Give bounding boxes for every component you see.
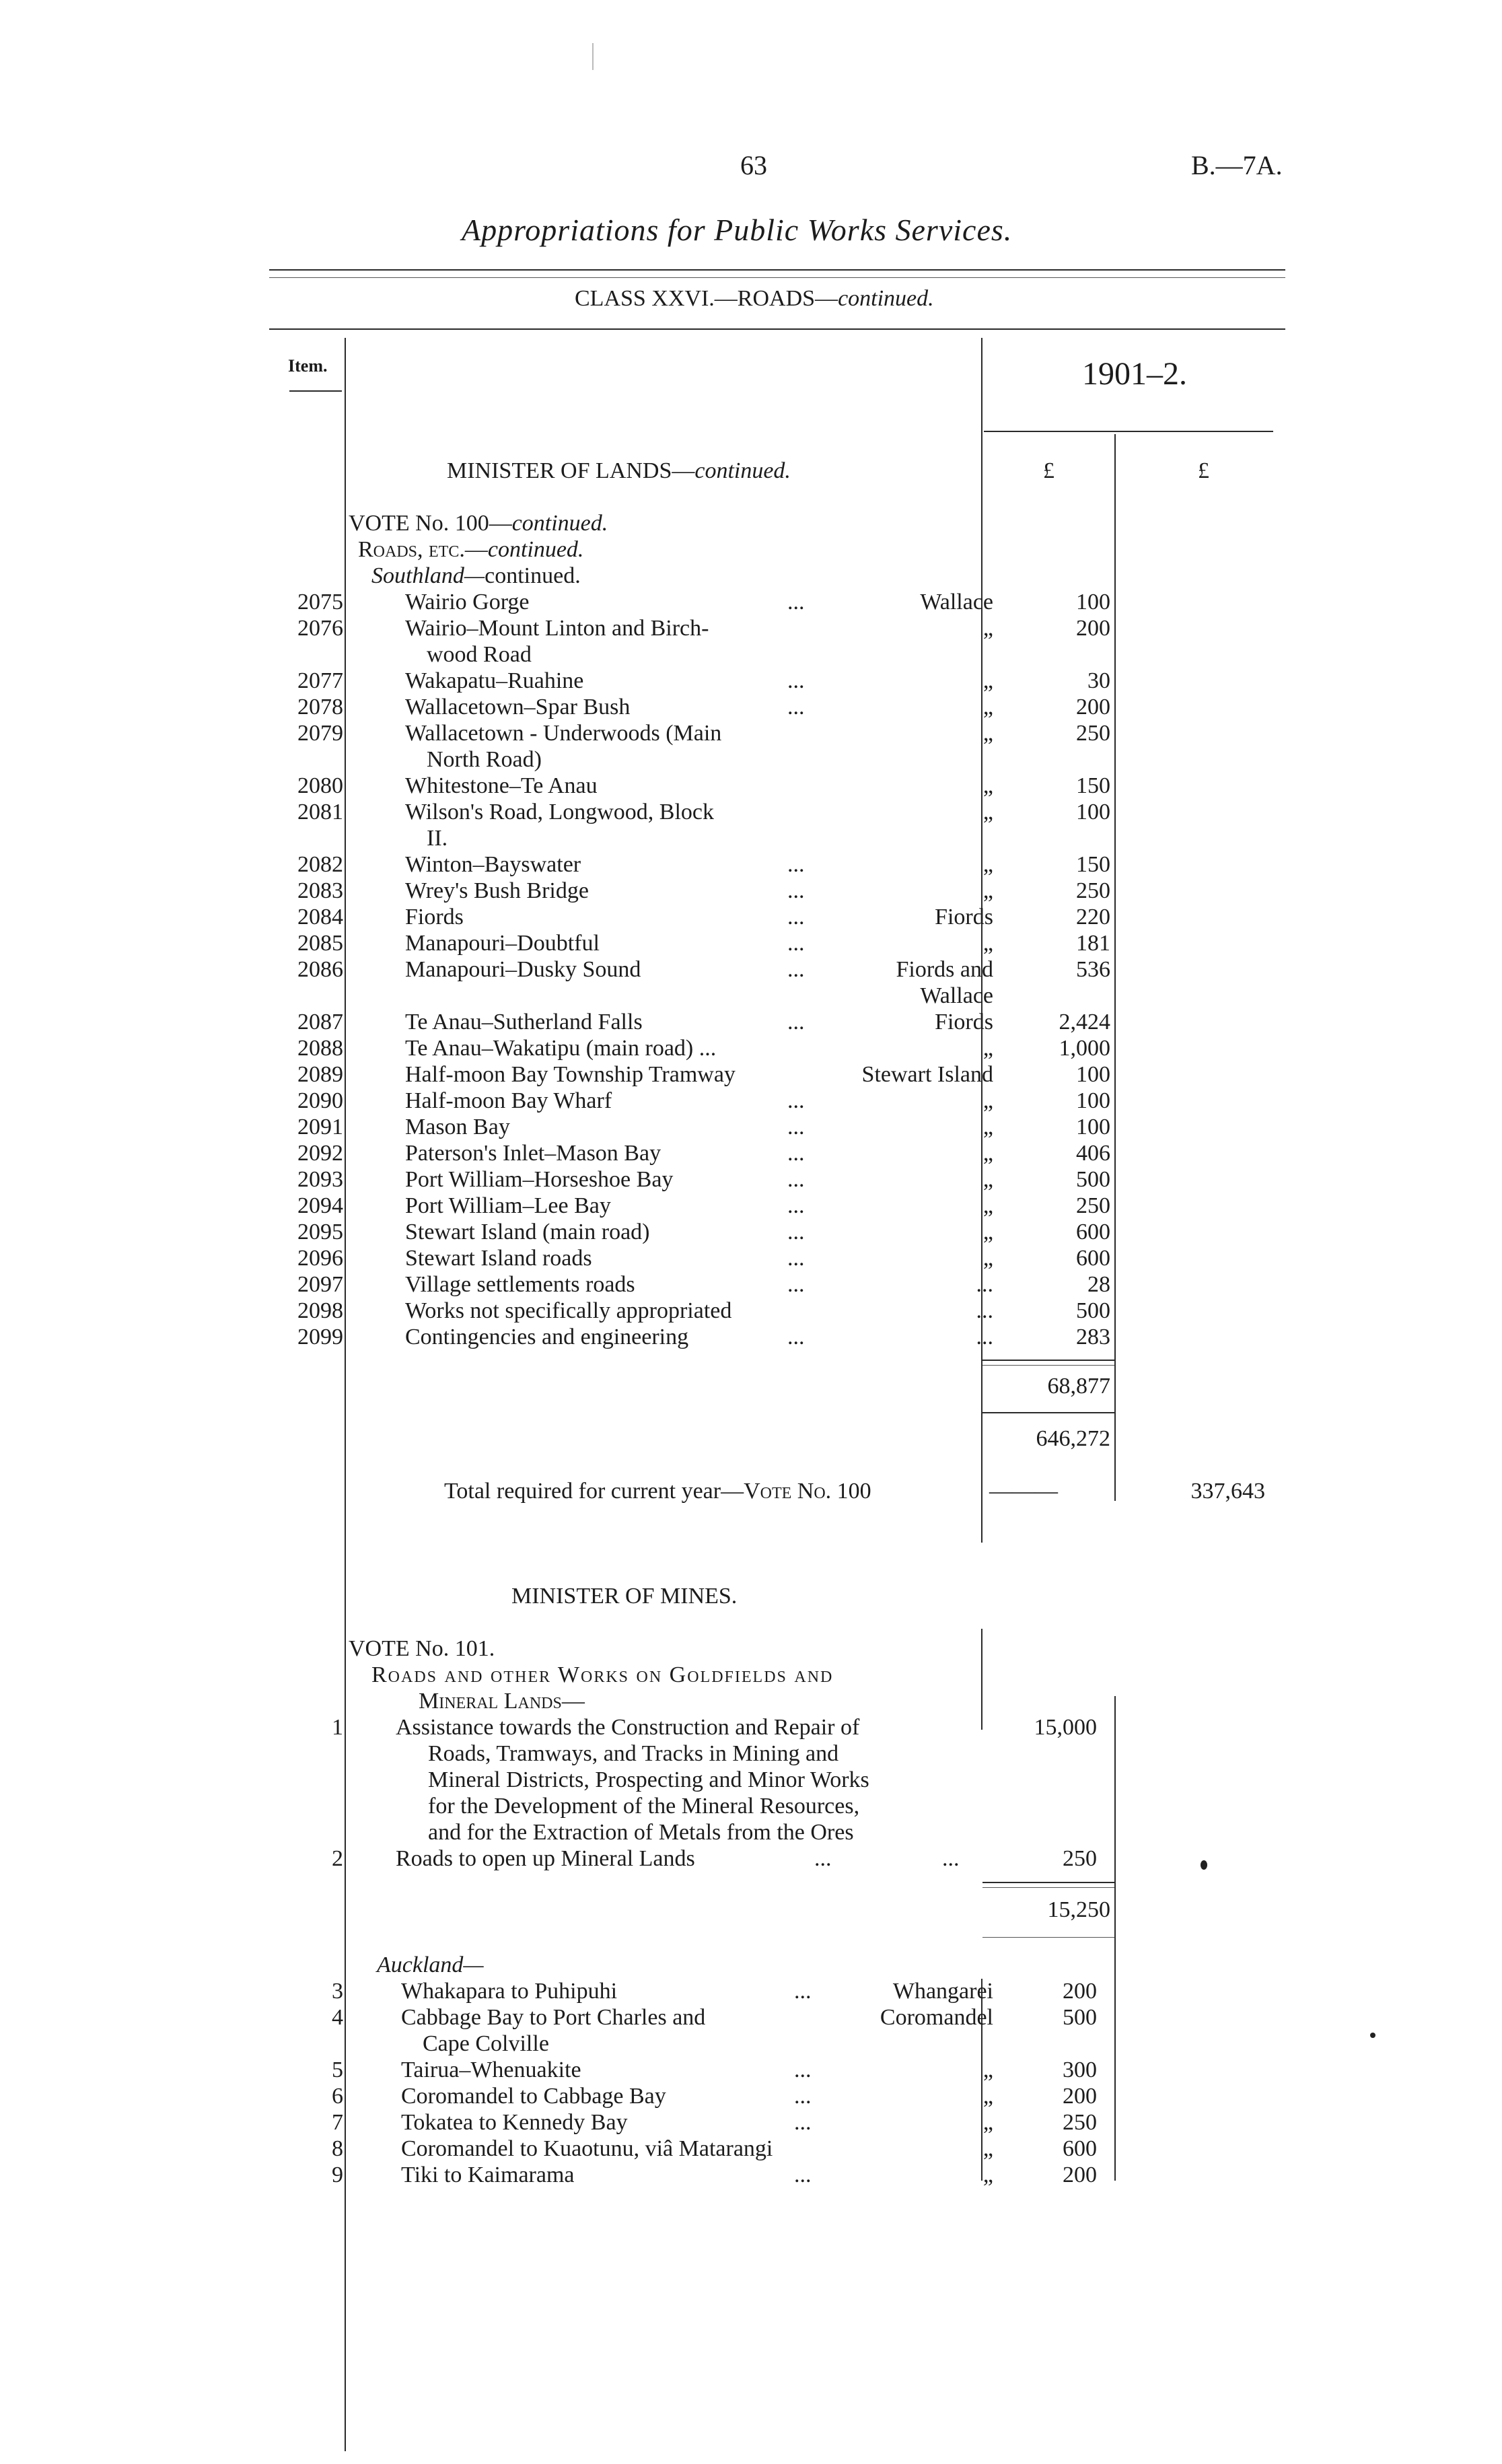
table-row — [0, 2057, 1502, 2083]
table-row — [0, 1009, 1502, 1035]
southland-item-district: ... — [976, 1272, 993, 1297]
rule-top-2 — [269, 277, 1285, 278]
southland-item-number: 2076 — [297, 616, 343, 641]
southland-heading — [371, 563, 581, 589]
total-required-value: 337,643 — [1190, 1479, 1265, 1504]
southland-item-dots: ... — [787, 852, 805, 877]
auckland-item-district: Whangarei — [892, 1979, 993, 2004]
southland-item-dots: ... — [787, 1167, 805, 1192]
auckland-item-number: 6 — [332, 2084, 343, 2109]
total-required-label — [444, 1478, 871, 1504]
auckland-item-amount: 600 — [1063, 2136, 1097, 2161]
auckland-item-description: Coromandel to Kuaotunu, viâ Matarangi — [401, 2136, 773, 2161]
southland-item-district: „ — [982, 852, 993, 877]
auckland-item-district: „ — [982, 2057, 993, 2082]
vote-total-rule — [982, 1412, 1114, 1413]
auckland-item-number: 7 — [332, 2110, 343, 2135]
auckland-item-number: 8 — [332, 2136, 343, 2161]
mines-item-1-description-line: Assistance towards the Construction and Repair of — [396, 1715, 860, 1740]
table-row — [0, 615, 1502, 641]
goldfields-heading-line1: Roads and other Works on Goldfields and — [371, 1662, 834, 1687]
southland-item-district: Stewart Island — [861, 1062, 993, 1087]
southland-item-dots: ... — [787, 1115, 805, 1139]
mines-item-2-dots-2: ... — [942, 1846, 960, 1871]
table-row — [0, 1978, 1502, 2004]
southland-item-description: Wakapatu–Ruahine — [405, 668, 584, 693]
table-row — [0, 720, 1502, 746]
southland-text: Southland— — [371, 563, 485, 588]
mines-subtotal: 15,250 — [1047, 1897, 1110, 1922]
southland-item-description-continued: II. — [427, 826, 448, 851]
table-row — [0, 1114, 1502, 1140]
table-row — [0, 2004, 1502, 2031]
southland-item-amount: 2,424 — [1059, 1010, 1110, 1034]
southland-item-description: Wairio Gorge — [405, 590, 530, 614]
auckland-item-district: Coromandel — [880, 2005, 993, 2030]
southland-item-description: Port William–Horseshoe Bay — [405, 1167, 674, 1192]
southland-item-number: 2090 — [297, 1088, 343, 1113]
auckland-item-dots: ... — [794, 2057, 812, 2082]
southland-item-description: Stewart Island roads — [405, 1246, 592, 1271]
southland-continued: continued. — [485, 563, 581, 588]
table-row-continuation — [0, 641, 1502, 668]
southland-item-number: 2098 — [297, 1298, 343, 1323]
mines-item-1-description-line: for the Development of the Mineral Resources, — [428, 1794, 860, 1819]
table-row — [0, 2162, 1502, 2188]
southland-item-number: 2075 — [297, 590, 343, 614]
southland-item-description: Te Anau–Wakatipu (main road) ... — [405, 1036, 717, 1061]
southland-item-description: Wrey's Bush Bridge — [405, 878, 589, 903]
southland-item-dots: ... — [787, 1220, 805, 1244]
southland-item-amount: 100 — [1076, 1115, 1110, 1139]
mines-item-2-dots-1: ... — [814, 1846, 832, 1871]
table-row — [0, 851, 1502, 878]
southland-item-district: „ — [982, 931, 993, 956]
southland-item-dots: ... — [787, 957, 805, 982]
southland-item-district: Wallace — [920, 590, 993, 614]
southland-item-dots: ... — [787, 1141, 805, 1166]
southland-item-description: Contingencies and engineering — [405, 1325, 689, 1349]
southland-item-number: 2094 — [297, 1193, 343, 1218]
year-rule — [984, 431, 1273, 432]
southland-item-amount: 28 — [1087, 1272, 1110, 1297]
auckland-item-amount: 500 — [1063, 2005, 1097, 2030]
southland-item-district: „ — [982, 1193, 993, 1218]
southland-item-amount: 250 — [1076, 721, 1110, 746]
southland-item-number: 2086 — [297, 957, 343, 982]
southland-item-number: 2095 — [297, 1220, 343, 1244]
southland-subtotal: 68,877 — [1047, 1374, 1110, 1399]
southland-item-description: Whitestone–Te Anau — [405, 773, 598, 798]
southland-item-number: 2088 — [297, 1036, 343, 1061]
table-row — [0, 956, 1502, 983]
margin-speck — [1201, 1860, 1207, 1870]
vote-100-grand-figure: 646,272 — [1036, 1426, 1110, 1451]
southland-item-district-continued: Wallace — [920, 983, 993, 1008]
southland-item-amount: 250 — [1076, 1193, 1110, 1218]
vote-100-text: VOTE No. 100— — [349, 511, 512, 536]
southland-item-district: „ — [982, 616, 993, 641]
table-row — [0, 1035, 1502, 1061]
roads-heading — [358, 536, 583, 563]
southland-item-district: „ — [982, 1220, 993, 1244]
southland-item-number: 2091 — [297, 1115, 343, 1139]
auckland-item-number: 3 — [332, 1979, 343, 2004]
southland-item-district: „ — [982, 668, 993, 693]
southland-item-number: 2082 — [297, 852, 343, 877]
southland-item-description: Wilson's Road, Longwood, Block — [405, 800, 715, 824]
mines-item-1-description-line: Mineral Districts, Prospecting and Minor Works — [428, 1767, 869, 1792]
mines-item-1-number: 1 — [332, 1715, 343, 1740]
southland-item-description: Te Anau–Sutherland Falls — [405, 1010, 643, 1034]
southland-item-district: „ — [982, 695, 993, 719]
southland-item-district: „ — [982, 1246, 993, 1271]
southland-item-amount: 536 — [1076, 957, 1110, 982]
class-title — [575, 285, 934, 312]
auckland-item-description: Tairua–Whenuakite — [401, 2057, 581, 2082]
table-row-continuation — [0, 825, 1502, 851]
southland-item-description: Village settlements roads — [405, 1272, 635, 1297]
mines-subtotal-underline — [982, 1937, 1114, 1938]
southland-item-dots: ... — [787, 1010, 805, 1034]
southland-item-district: „ — [982, 1115, 993, 1139]
southland-item-number: 2089 — [297, 1062, 343, 1087]
table-row — [0, 773, 1502, 799]
southland-item-number: 2083 — [297, 878, 343, 903]
mines-subtotal-rule — [982, 1882, 1114, 1883]
southland-item-number: 2077 — [297, 668, 343, 693]
southland-item-amount: 100 — [1076, 1088, 1110, 1113]
southland-item-amount: 600 — [1076, 1246, 1110, 1271]
subtotal-rule-top — [982, 1360, 1114, 1361]
table-row — [0, 1245, 1502, 1271]
auckland-item-district: „ — [982, 2136, 993, 2161]
southland-item-district: „ — [982, 1088, 993, 1113]
southland-item-dots: ... — [787, 1193, 805, 1218]
southland-item-description: Winton–Bayswater — [405, 852, 581, 877]
southland-item-description: Port William–Lee Bay — [405, 1193, 611, 1218]
southland-item-dots: ... — [787, 878, 805, 903]
roads-text: Roads, etc.— — [358, 537, 488, 562]
page-title: Appropriations for Public Works Services. — [462, 213, 1013, 247]
table-row — [0, 2136, 1502, 2162]
southland-item-number: 2085 — [297, 931, 343, 956]
southland-item-amount: 406 — [1076, 1141, 1110, 1166]
southland-item-district: „ — [982, 800, 993, 824]
table-row — [0, 1193, 1502, 1219]
mines-item-2-description: Roads to open up Mineral Lands — [396, 1846, 695, 1871]
table-row — [0, 799, 1502, 825]
class-title-continued: continued. — [838, 286, 934, 311]
table-row — [0, 904, 1502, 930]
district-column-rule-lower — [981, 1629, 982, 1730]
auckland-item-amount: 200 — [1063, 2162, 1097, 2187]
total-dash: ——— — [989, 1479, 1058, 1504]
table-row-continuation — [0, 746, 1502, 773]
auckland-item-dots: ... — [794, 2162, 812, 2187]
southland-item-description: Wallacetown - Underwoods (Main — [405, 721, 722, 746]
year-heading: 1901–2. — [1082, 356, 1187, 392]
southland-item-amount: 150 — [1076, 773, 1110, 798]
southland-item-dots: ... — [787, 590, 805, 614]
southland-item-description: Paterson's Inlet–Mason Bay — [405, 1141, 661, 1166]
total-required-text: Total required for current year— — [444, 1479, 744, 1504]
auckland-item-district: „ — [982, 2162, 993, 2187]
southland-item-description: Stewart Island (main road) — [405, 1220, 650, 1244]
table-row — [0, 589, 1502, 615]
table-row — [0, 2083, 1502, 2109]
auckland-item-description: Coromandel to Cabbage Bay — [401, 2084, 666, 2109]
southland-item-number: 2080 — [297, 773, 343, 798]
southland-item-number: 2097 — [297, 1272, 343, 1297]
vote-101-heading: VOTE No. 101. — [349, 1636, 495, 1661]
southland-item-amount: 250 — [1076, 878, 1110, 903]
item-column-label: Item. — [288, 356, 328, 376]
table-row-continuation — [0, 2031, 1502, 2057]
auckland-item-amount: 200 — [1063, 2084, 1097, 2109]
table-row — [0, 2109, 1502, 2136]
southland-item-description: Wairio–Mount Linton and Birch- — [405, 616, 709, 641]
southland-item-amount: 220 — [1076, 905, 1110, 929]
southland-item-district: „ — [982, 773, 993, 798]
item-label-rule — [289, 390, 342, 392]
southland-item-dots: ... — [787, 1088, 805, 1113]
auckland-item-district: „ — [982, 2110, 993, 2135]
minister-of-lands-continued: continued. — [694, 458, 791, 483]
southland-item-amount: 30 — [1087, 668, 1110, 693]
class-title-text: CLASS XXVI.—ROADS— — [575, 286, 838, 311]
southland-item-district: ... — [976, 1325, 993, 1349]
southland-item-amount: 1,000 — [1059, 1036, 1110, 1061]
southland-item-district: Fiords — [935, 1010, 993, 1034]
table-row — [0, 930, 1502, 956]
mines-subtotal-rule-2 — [982, 1887, 1114, 1888]
margin-speck — [592, 43, 594, 70]
southland-item-description: Works not specifically appropriated — [405, 1298, 732, 1323]
auckland-item-number: 4 — [332, 2005, 343, 2030]
auckland-item-amount: 250 — [1063, 2110, 1097, 2135]
southland-item-dots: ... — [787, 1246, 805, 1271]
southland-item-district: „ — [982, 1036, 993, 1061]
southland-item-district: Fiords — [935, 905, 993, 929]
minister-of-lands-text: MINISTER OF LANDS— — [447, 458, 695, 483]
southland-item-district: „ — [982, 1141, 993, 1166]
mines-item-1-description-line: Roads, Tramways, and Tracks in Mining and — [428, 1741, 839, 1766]
southland-item-amount: 500 — [1076, 1167, 1110, 1192]
southland-item-number: 2087 — [297, 1010, 343, 1034]
auckland-item-amount: 200 — [1063, 1979, 1097, 2004]
southland-item-number: 2078 — [297, 695, 343, 719]
rule-under-class — [269, 328, 1285, 330]
southland-item-dots: ... — [787, 1325, 805, 1349]
minister-of-mines-heading: MINISTER OF MINES. — [511, 1584, 738, 1609]
currency-symbol-2: £ — [1198, 458, 1209, 483]
southland-item-description: Manapouri–Dusky Sound — [405, 957, 641, 982]
table-row — [0, 1061, 1502, 1088]
currency-symbol-1: £ — [1043, 458, 1054, 483]
auckland-item-number: 9 — [332, 2162, 343, 2187]
southland-item-description: Fiords — [405, 905, 464, 929]
margin-speck — [1370, 2033, 1375, 2038]
auckland-item-description: Tiki to Kaimarama — [401, 2162, 575, 2187]
auckland-item-dots: ... — [794, 2084, 812, 2109]
table-row — [0, 1140, 1502, 1166]
auckland-item-district: „ — [982, 2084, 993, 2109]
southland-item-amount: 600 — [1076, 1220, 1110, 1244]
southland-item-description: Mason Bay — [405, 1115, 510, 1139]
southland-item-dots: ... — [787, 695, 805, 719]
southland-item-description: Wallacetown–Spar Bush — [405, 695, 631, 719]
table-row-continuation — [0, 983, 1502, 1009]
subtotal-rule-top-2 — [982, 1365, 1114, 1366]
table-row — [0, 1219, 1502, 1245]
table-row — [0, 1271, 1502, 1298]
minister-of-lands-heading — [447, 458, 791, 484]
auckland-item-dots: ... — [794, 1979, 812, 2004]
table-row — [0, 878, 1502, 904]
southland-item-number: 2079 — [297, 721, 343, 746]
mines-item-1-description-line: and for the Extraction of Metals from the Ores — [428, 1820, 854, 1845]
southland-item-amount: 283 — [1076, 1325, 1110, 1349]
southland-item-amount: 200 — [1076, 616, 1110, 641]
southland-item-district: Fiords and — [896, 957, 993, 982]
table-row — [0, 668, 1502, 694]
southland-item-number: 2084 — [297, 905, 343, 929]
mines-item-2-number: 2 — [332, 1846, 343, 1871]
southland-item-district: ... — [976, 1298, 993, 1323]
mines-item-2-amount: 250 — [1063, 1846, 1097, 1871]
southland-item-amount: 150 — [1076, 852, 1110, 877]
auckland-item-number: 5 — [332, 2057, 343, 2082]
auckland-item-description: Cabbage Bay to Port Charles and — [401, 2005, 706, 2030]
southland-item-description: Half-moon Bay Wharf — [405, 1088, 612, 1113]
auckland-heading: Auckland— — [377, 1952, 484, 1977]
table-row — [0, 694, 1502, 720]
southland-item-dots: ... — [787, 905, 805, 929]
southland-item-amount: 200 — [1076, 695, 1110, 719]
table-row — [0, 1324, 1502, 1350]
auckland-item-amount: 300 — [1063, 2057, 1097, 2082]
table-row — [0, 1166, 1502, 1193]
southland-item-description: Half-moon Bay Township Tramway — [405, 1062, 736, 1087]
southland-item-number: 2093 — [297, 1167, 343, 1192]
mines-item-1-amount: 15,000 — [1034, 1715, 1097, 1740]
southland-item-description-continued: North Road) — [427, 747, 542, 772]
southland-item-number: 2096 — [297, 1246, 343, 1271]
southland-item-district: „ — [982, 878, 993, 903]
auckland-item-description: Whakapara to Puhipuhi — [401, 1979, 618, 2004]
goldfields-heading-line2: Mineral Lands— — [419, 1689, 585, 1714]
southland-item-number: 2092 — [297, 1141, 343, 1166]
southland-item-dots: ... — [787, 931, 805, 956]
rule-top-1 — [269, 269, 1285, 271]
table-row — [0, 1088, 1502, 1114]
southland-item-amount: 100 — [1076, 800, 1110, 824]
southland-item-number: 2099 — [297, 1325, 343, 1349]
southland-item-amount: 181 — [1076, 931, 1110, 956]
auckland-item-dots: ... — [794, 2110, 812, 2135]
southland-item-amount: 100 — [1076, 590, 1110, 614]
southland-item-dots: ... — [787, 1272, 805, 1297]
auckland-item-description: Tokatea to Kennedy Bay — [401, 2110, 628, 2135]
auckland-item-description-continued: Cape Colville — [423, 2031, 549, 2056]
southland-item-amount: 500 — [1076, 1298, 1110, 1323]
roads-continued: continued. — [487, 537, 584, 562]
southland-item-description-continued: wood Road — [427, 642, 532, 667]
document-reference: B.—7A. — [1191, 150, 1283, 180]
southland-item-district: „ — [982, 721, 993, 746]
table-row — [0, 1298, 1502, 1324]
southland-item-description: Manapouri–Doubtful — [405, 931, 600, 956]
southland-item-district: „ — [982, 1167, 993, 1192]
southland-item-number: 2081 — [297, 800, 343, 824]
vote-100-continued: continued. — [511, 511, 608, 536]
vote-100-heading — [349, 510, 608, 536]
total-required-vote: Vote No. 100 — [744, 1479, 871, 1504]
southland-item-amount: 100 — [1076, 1062, 1110, 1087]
southland-item-dots: ... — [787, 668, 805, 693]
page-number: 63 — [740, 150, 767, 180]
